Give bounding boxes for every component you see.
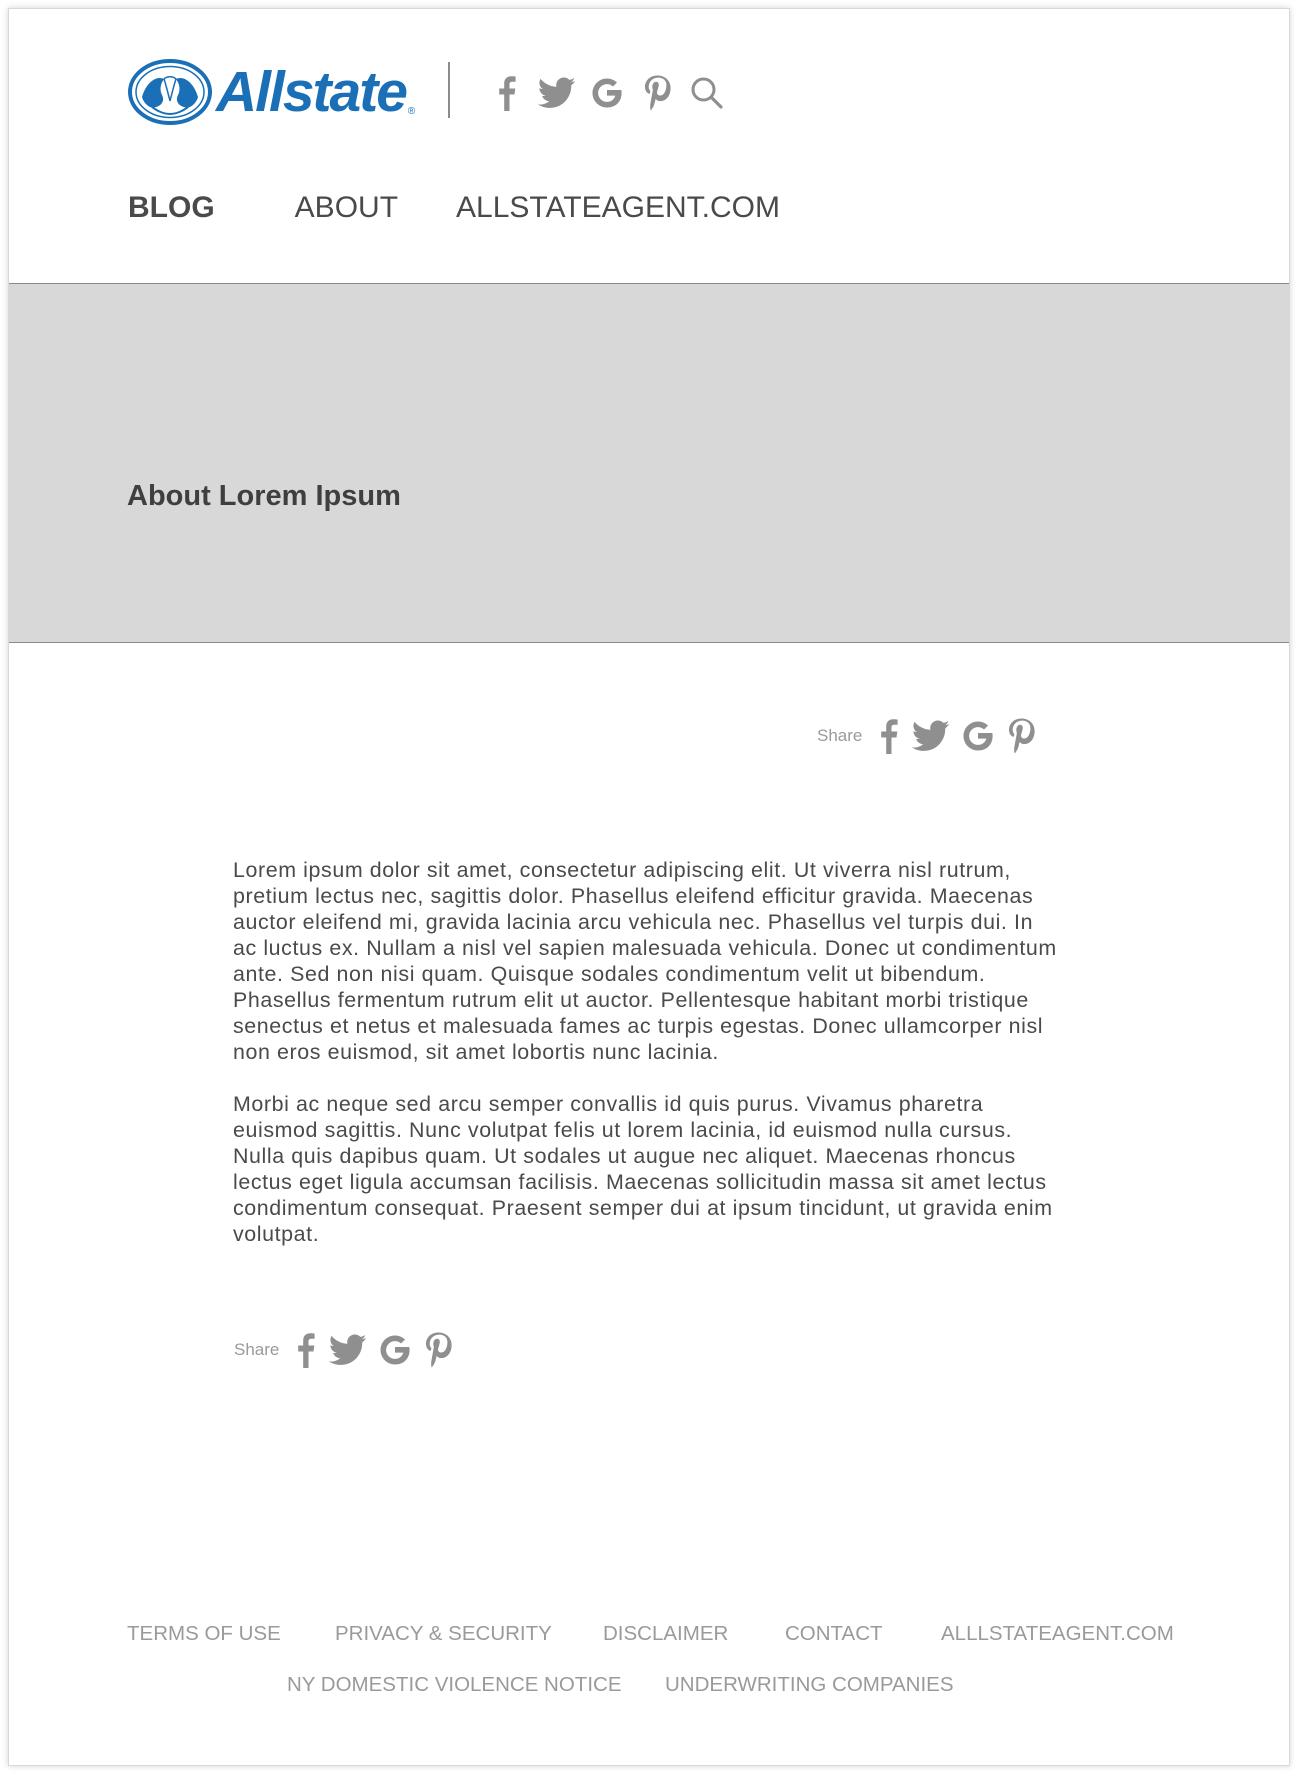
share-label: Share: [234, 1340, 280, 1359]
page: [8, 8, 1290, 1766]
google-icon[interactable]: [587, 73, 627, 113]
footer-link-underwriting[interactable]: UNDERWRITING COMPANIES: [665, 1673, 954, 1696]
footer-link-allstateagent[interactable]: ALLLSTATEAGENT.COM: [941, 1622, 1174, 1645]
google-icon[interactable]: [377, 1332, 413, 1368]
article-paragraph: Lorem ipsum dolor sit amet, consectetur adipiscing elit. Ut viverra nisl rutrum, pretium lectus nec, sagittis dolor. Phasellus eleifend efficitur gravida. Maecenas auctor eleifend mi, gravida lacinia arcu vehicula nec. Phasellus vel turpis dui. In ac luctus ex. Nullam a nisl vel sapien malesuada vehicula. Donec ut condimentum ante. Sed non nisi quam. Quisque sodales condimentum velit ut bibendum. Phasellus fermentum rutrum elit ut auctor. Pellentesque habitant morbi tristique senectus et netus et malesuada fames ac turpis egestas. Donec ullamcorper nisl non eros euismod, sit amet lobortis nunc lacinia.: [233, 858, 1057, 1064]
header-social-icons: [487, 73, 727, 113]
facebook-icon[interactable]: [487, 73, 527, 113]
pinterest-icon[interactable]: [1006, 717, 1036, 755]
twitter-icon[interactable]: [537, 73, 577, 113]
twitter-icon[interactable]: [912, 720, 950, 752]
brand-name: Allstate: [216, 59, 406, 124]
footer-link-ny-notice[interactable]: NY DOMESTIC VIOLENCE NOTICE: [287, 1673, 622, 1696]
header-divider: [448, 62, 450, 118]
nav-item-about[interactable]: ABOUT: [294, 191, 399, 224]
footer-link-terms[interactable]: TERMS OF USE: [127, 1622, 281, 1645]
share-bar-bottom: [234, 1331, 463, 1369]
allstate-logo[interactable]: [128, 59, 415, 125]
google-icon[interactable]: [960, 718, 996, 754]
footer-link-disclaimer[interactable]: DISCLAIMER: [603, 1622, 729, 1645]
page-title: About Lorem Ipsum: [127, 480, 401, 512]
footer-link-contact[interactable]: CONTACT: [785, 1622, 883, 1645]
facebook-icon[interactable]: [880, 718, 898, 754]
good-hands-logo-icon: [128, 59, 212, 125]
hero-banner: [9, 283, 1290, 643]
pinterest-icon[interactable]: [423, 1331, 453, 1369]
share-bar-top: [817, 717, 1046, 755]
footer-link-privacy[interactable]: PRIVACY & SECURITY: [335, 1622, 552, 1645]
twitter-icon[interactable]: [329, 1334, 367, 1366]
share-label: Share: [817, 726, 863, 745]
nav-item-allstateagent[interactable]: ALLSTATEAGENT.COM: [456, 191, 780, 224]
article-paragraph: Morbi ac neque sed arcu semper convallis id quis purus. Vivamus pharetra euismod sagittis. Nunc volutpat felis ut lorem lacinia, id euismod nulla cursus. Nulla quis dapibus quam. Ut sodales ut augue nec aliquet. Maecenas rhoncus lectus eget ligula accumsan facilisis. Maecenas sollicitudin massa sit amet lectus condimentum consequat. Praesent semper dui at ipsum tincidunt, ut gravida enim volutpat.: [233, 1092, 1053, 1246]
facebook-icon[interactable]: [297, 1332, 315, 1368]
nav-item-blog[interactable]: BLOG: [128, 191, 215, 224]
registered-mark: ®: [407, 106, 416, 117]
pinterest-icon[interactable]: [637, 73, 677, 113]
article-body: [233, 857, 1063, 1273]
main-nav: [128, 193, 780, 223]
search-icon[interactable]: [687, 73, 727, 113]
